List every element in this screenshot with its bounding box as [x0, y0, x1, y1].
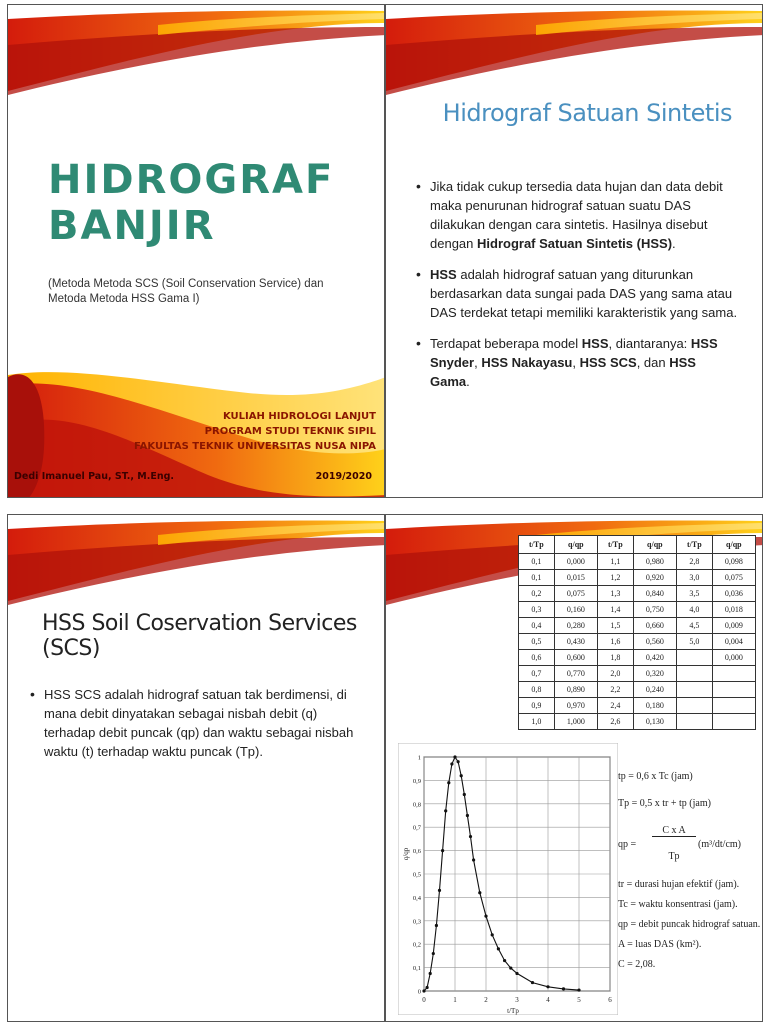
table-cell: 0,075 [554, 586, 597, 602]
table-cell: 0,015 [554, 570, 597, 586]
table-row [519, 586, 756, 602]
table-cell [712, 698, 755, 714]
course-line-3: FAKULTAS TEKNIK UNIVERSITAS NUSA NIPA [133, 441, 376, 452]
y-tick-label: 0 [417, 988, 421, 996]
table-cell: 2,6 [597, 714, 633, 730]
table-cell: 1,3 [597, 586, 633, 602]
table-cell: 0,770 [554, 666, 597, 682]
data-point [466, 814, 469, 817]
formula-qp-numerator: C x A [652, 825, 696, 837]
table-cell: 2,8 [676, 554, 712, 570]
table-cell: 0,009 [712, 618, 755, 634]
bullet-text: adalah hidrograf satuan yang diturunkan berdasarkan data sungai pada DAS yang sama atau DAS terdekat tetapi memiliki karakteristik yang sama. [430, 267, 738, 320]
definition-Tc: Tc = waktu konsentrasi (jam). [618, 899, 738, 910]
formula-qp-unit: (m³/dt/cm) [698, 839, 741, 850]
scs-ratio-table [518, 535, 756, 730]
table-cell: 0,4 [519, 618, 555, 634]
table-cell: 1,6 [597, 634, 633, 650]
table-cell: 0,750 [633, 602, 676, 618]
bullet-text: , dan [636, 355, 670, 370]
x-tick-label: 0 [422, 996, 426, 1004]
y-tick-label: 0,5 [412, 871, 421, 879]
table-cell: 0,3 [519, 602, 555, 618]
data-point [432, 952, 435, 955]
bullet-bold: HSS [430, 267, 457, 282]
table-row [519, 602, 756, 618]
bullet-text: , [572, 355, 580, 370]
table-cell: 4,5 [676, 618, 712, 634]
table-cell: 0,1 [519, 554, 555, 570]
definition-A: A = luas DAS (km²). [618, 939, 702, 950]
data-point [503, 959, 506, 962]
table-row [519, 650, 756, 666]
slide-subtitle: (Metoda Metoda SCS (Soil Conservation Service) dan Metoda Metoda HSS Gama I) [48, 278, 324, 305]
table-row [519, 682, 756, 698]
bullet-text: , [474, 355, 482, 370]
table-cell: 1,5 [597, 618, 633, 634]
table-cell: 0,560 [633, 634, 676, 650]
data-point [441, 849, 444, 852]
bullet-text: Terdapat beberapa model [430, 336, 582, 351]
table-cell: 1,2 [597, 570, 633, 586]
slide-heading: HSS Soil Coservation Services (SCS) [42, 611, 357, 661]
bullet-bold: HSS Gama [430, 355, 696, 389]
x-tick-label: 6 [608, 996, 612, 1004]
table-cell: 0,890 [554, 682, 597, 698]
data-point [546, 985, 549, 988]
table-row [519, 714, 756, 730]
table-cell: 0,430 [554, 634, 597, 650]
table-cell: 2,0 [597, 666, 633, 682]
y-tick-label: 1 [417, 754, 421, 762]
formula-tp: tp = 0,6 x Tc (jam) [618, 771, 693, 782]
slide-hss-intro [385, 4, 763, 498]
table-cell: 0,018 [712, 602, 755, 618]
data-point [422, 989, 425, 992]
data-point [444, 809, 447, 812]
table-row [519, 634, 756, 650]
table-cell [676, 666, 712, 682]
table-cell [712, 682, 755, 698]
table-cell: 0,9 [519, 698, 555, 714]
x-tick-label: 4 [546, 996, 550, 1004]
bullet-item [416, 265, 738, 322]
table-header-cell: t/Tp [597, 536, 633, 554]
table-cell: 0,004 [712, 634, 755, 650]
data-point [426, 986, 429, 989]
table-cell: 0,920 [633, 570, 676, 586]
data-point [463, 793, 466, 796]
y-tick-label: 0,8 [412, 801, 421, 809]
table-header-cell: t/Tp [519, 536, 555, 554]
table-cell: 5,0 [676, 634, 712, 650]
table-cell: 0,098 [712, 554, 755, 570]
scs-hydrograph-chart [398, 743, 618, 1015]
y-tick-label: 0,6 [412, 848, 421, 856]
table-body [519, 554, 756, 730]
x-tick-label: 5 [577, 996, 581, 1004]
table-header-row [519, 536, 756, 554]
data-point [491, 933, 494, 936]
bullet-item [416, 177, 738, 253]
table-cell: 3,0 [676, 570, 712, 586]
data-point [457, 760, 460, 763]
y-tick-label: 0,4 [412, 894, 421, 902]
table-row [519, 618, 756, 634]
table-cell: 0,280 [554, 618, 597, 634]
table-header-cell: t/Tp [676, 536, 712, 554]
slide-heading: Hidrograf Satuan Sintetis [442, 99, 732, 127]
bullet-text: . [466, 374, 470, 389]
data-point [460, 774, 463, 777]
data-point [484, 915, 487, 918]
table-header-cell: q/qp [554, 536, 597, 554]
slide-title [7, 4, 385, 498]
data-point [469, 835, 472, 838]
data-point [509, 966, 512, 969]
slide-scs-table-chart [385, 514, 763, 1022]
table-cell [676, 714, 712, 730]
data-point [531, 981, 534, 984]
course-line-1: KULIAH HIDROLOGI LANJUT [222, 411, 376, 422]
data-point [453, 755, 456, 758]
table-cell: 0,8 [519, 682, 555, 698]
bullet-bold: HSS [581, 336, 609, 351]
data-point [429, 972, 432, 975]
table-cell: 4,0 [676, 602, 712, 618]
data-point [450, 762, 453, 765]
table-cell: 0,600 [554, 650, 597, 666]
table-cell: 0,6 [519, 650, 555, 666]
y-tick-label: 0,9 [412, 777, 421, 785]
table-cell [676, 650, 712, 666]
formula-qp-lhs: qp = [618, 839, 637, 850]
table-cell: 0,980 [633, 554, 676, 570]
table-cell [712, 666, 755, 682]
table-cell: 0,7 [519, 666, 555, 682]
x-tick-label: 1 [453, 996, 457, 1004]
data-point [577, 988, 580, 991]
table-cell: 1,4 [597, 602, 633, 618]
data-point [497, 947, 500, 950]
table-cell: 0,130 [633, 714, 676, 730]
y-tick-label: 0,1 [412, 965, 421, 973]
y-tick-label: 0,7 [412, 824, 421, 832]
definition-C: C = 2,08. [618, 959, 656, 970]
title-line-1: HIDROGRAF [48, 157, 335, 203]
bullet-bold: HSS SCS [579, 355, 637, 370]
academic-year: 2019/2020 [315, 471, 372, 482]
bullet-list [416, 177, 738, 403]
table-cell [712, 714, 755, 730]
table-cell: 0,320 [633, 666, 676, 682]
data-point [478, 891, 481, 894]
bullet-item [416, 334, 738, 391]
formula-qp-denominator: Tp [668, 851, 680, 862]
bullet-text: , diantaranya: [608, 336, 691, 351]
table-cell: 0,036 [712, 586, 755, 602]
slide-hss-scs [7, 514, 385, 1022]
table-cell: 0,075 [712, 570, 755, 586]
bullet-bold: HSS Snyder [430, 336, 718, 370]
table-cell: 1,8 [597, 650, 633, 666]
data-point [515, 972, 518, 975]
bullet-text: Jika tidak cukup tersedia data hujan dan data debit maka penurunan hidrograf satuan suatu DAS dilakukan dengan cara sintetis. Hasilnya disebut dengan [430, 179, 723, 251]
author-name: Dedi Imanuel Pau, ST., M.Eng. [14, 471, 174, 482]
data-point [438, 889, 441, 892]
x-tick-label: 2 [484, 996, 488, 1004]
slide-title-text [48, 157, 368, 249]
table-cell: 1,000 [554, 714, 597, 730]
title-line-2: BANJIR [48, 203, 216, 249]
table-cell [676, 698, 712, 714]
table-cell: 1,1 [597, 554, 633, 570]
table-row [519, 666, 756, 682]
table-cell: 3,5 [676, 586, 712, 602]
table-cell: 0,840 [633, 586, 676, 602]
course-info [134, 409, 376, 454]
data-point [472, 858, 475, 861]
table-cell: 0,180 [633, 698, 676, 714]
table-header-cell: q/qp [633, 536, 676, 554]
y-tick-label: 0,2 [412, 941, 421, 949]
table-cell: 0,420 [633, 650, 676, 666]
bullet-list [30, 685, 364, 773]
table-cell: 2,2 [597, 682, 633, 698]
data-point [447, 781, 450, 784]
x-tick-label: 3 [515, 996, 519, 1004]
table-cell: 0,970 [554, 698, 597, 714]
table-cell [676, 682, 712, 698]
bullet-text: . [672, 236, 676, 251]
x-axis-label: t/Tp [507, 1007, 519, 1015]
table-cell: 0,1 [519, 570, 555, 586]
y-axis-label: q/qp [402, 847, 410, 861]
table-row [519, 570, 756, 586]
table-cell: 0,5 [519, 634, 555, 650]
data-point [562, 987, 565, 990]
table-header-cell: q/qp [712, 536, 755, 554]
definition-tr: tr = durasi hujan efektif (jam). [618, 879, 740, 890]
table-cell: 0,2 [519, 586, 555, 602]
table-cell: 2,4 [597, 698, 633, 714]
table-row [519, 698, 756, 714]
bullet-bold: HSS Nakayasu [481, 355, 573, 370]
bullet-item: • HSS SCS adalah hidrograf satuan tak berdimensi, di mana debit dinyatakan sebagai nisbah debit (q) terhadap debit puncak (qp) dan waktu sebagai nisbah waktu (t) terhadap waktu puncak (Tp). [30, 685, 364, 761]
table-cell: 0,000 [554, 554, 597, 570]
table-cell: 0,660 [633, 618, 676, 634]
course-line-2: PROGRAM STUDI TEKNIK SIPIL [204, 426, 376, 437]
table-cell: 0,240 [633, 682, 676, 698]
y-tick-label: 0,3 [412, 918, 421, 926]
formula-Tp: Tp = 0,5 x tr + tp (jam) [618, 798, 711, 809]
table-cell: 0,000 [712, 650, 755, 666]
bullet-bold: Hidrograf Satuan Sintetis (HSS) [477, 236, 673, 251]
definition-qp: qp = debit puncak hidrograf satuan. [618, 919, 761, 930]
table-row [519, 554, 756, 570]
table-cell: 1,0 [519, 714, 555, 730]
table-cell: 0,160 [554, 602, 597, 618]
data-point [435, 924, 438, 927]
